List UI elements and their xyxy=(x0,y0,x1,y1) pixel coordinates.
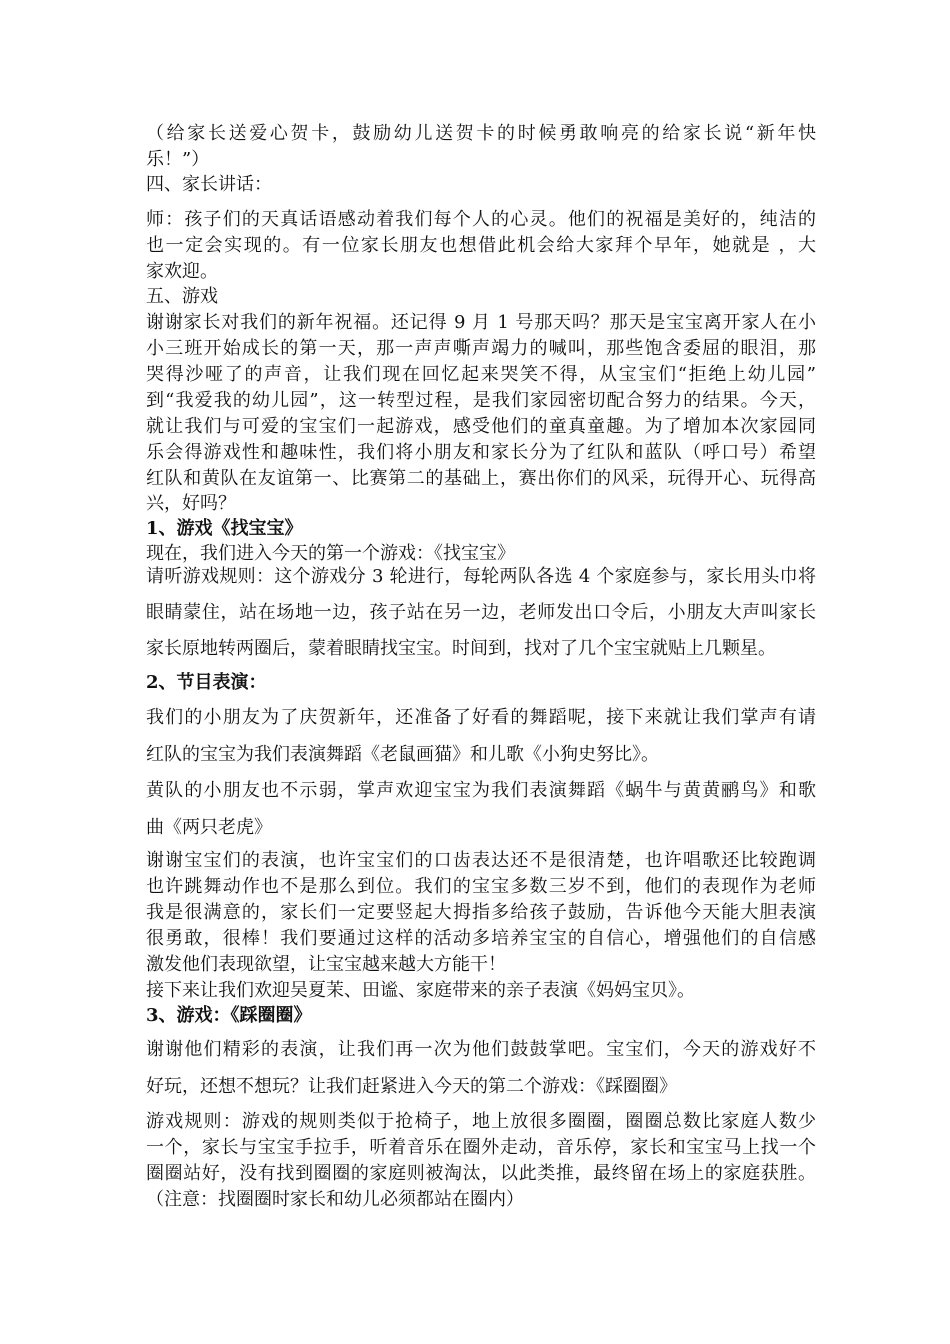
subsection-heading: 3、游戏：《踩圈圈》 xyxy=(146,1005,312,1026)
paragraph-line: 激发他们表现欲望，让宝宝越来越大方能干！ xyxy=(146,954,506,975)
paragraph-line: 家欢迎。 xyxy=(146,261,218,282)
paragraph-line: 就让我们与可爱的宝宝们一起游戏，感受他们的童真童趣。为了增加本次家园同 xyxy=(146,416,816,437)
paragraph-line: 很勇敢，很棒！我们要通过这样的活动多培养宝宝的自信心，增强他们的自信感 xyxy=(146,928,816,949)
paragraph-line: （注意：找圈圈时家长和幼儿必须都站在圈内） xyxy=(146,1189,524,1210)
paragraph-line: 谢谢他们精彩的表演，让我们再一次为他们鼓鼓掌吧。宝宝们，今天的游戏好不 xyxy=(146,1039,816,1060)
subsection-heading: 2、节目表演： xyxy=(146,672,267,693)
paragraph-line: 我们的小朋友为了庆贺新年，还准备了好看的舞蹈呢，接下来就让我们掌声有请 xyxy=(146,707,816,728)
section-heading: 四、家长讲话： xyxy=(146,174,272,195)
paragraph-line: 请听游戏规则：这个游戏分 3 轮进行，每轮两队各选 4 个家庭参与，家长用头巾将 xyxy=(146,566,816,587)
paragraph-line: 家长原地转两圈后，蒙着眼睛找宝宝。时间到，找对了几个宝宝就贴上几颗星。 xyxy=(146,638,776,659)
section-heading: 五、游戏 xyxy=(146,286,218,307)
subsection-heading: 1、游戏《找宝宝》 xyxy=(146,518,303,539)
paragraph-line: 哭得沙哑了的声音，让我们现在回忆起来哭笑不得，从宝宝们“拒绝上幼儿园” xyxy=(146,364,816,385)
paragraph-line: （给家长送爱心贺卡，鼓励幼儿送贺卡的时候勇敢响亮的给家长说“新年快 xyxy=(146,123,816,144)
paragraph-line: 游戏规则：游戏的规则类似于抢椅子，地上放很多圈圈，圈圈总数比家庭人数少 xyxy=(146,1111,816,1132)
paragraph-line: 红队和黄队在友谊第一、比赛第二的基础上，赛出你们的风采，玩得开心、玩得高 xyxy=(146,468,816,489)
paragraph-line: 小三班开始成长的第一天，那一声声嘶声竭力的喊叫，那些饱含委屈的眼泪，那 xyxy=(146,338,816,359)
paragraph-line: 到“我爱我的幼儿园”，这一转型过程，是我们家园密切配合努力的结果。今天， xyxy=(146,390,816,411)
paragraph-line: 好玩，还想不想玩？让我们赶紧进入今天的第二个游戏：《踩圈圈》 xyxy=(146,1076,677,1097)
paragraph-line: 谢谢家长对我们的新年祝福。还记得 9 月 1 号那天吗？那天是宝宝离开家人在小 xyxy=(146,312,816,333)
paragraph-line: 我是很满意的，家长们一定要竖起大拇指多给孩子鼓励，告诉他今天能大胆表演 xyxy=(146,902,816,923)
paragraph-line: 曲《两只老虎》 xyxy=(146,817,272,838)
paragraph-line: 乐会得游戏性和趣味性，我们将小朋友和家长分为了红队和蓝队（呼口号）希望 xyxy=(146,442,816,463)
paragraph-line: 接下来让我们欢迎吴夏茉、田谧、家庭带来的亲子表演《妈妈宝贝》。 xyxy=(146,980,695,1001)
paragraph-line: 黄队的小朋友也不示弱，掌声欢迎宝宝为我们表演舞蹈《蜗牛与黄黄鹂鸟》和歌 xyxy=(146,780,816,801)
paragraph-line: 现在，我们进入今天的第一个游戏：《找宝宝》 xyxy=(146,543,515,564)
paragraph-line: 红队的宝宝为我们表演舞蹈《老鼠画猫》和儿歌《小狗史努比》。 xyxy=(146,744,659,765)
paragraph-line: 师：孩子们的天真话语感动着我们每个人的心灵。他们的祝福是美好的，纯洁的 xyxy=(146,209,816,230)
paragraph-line: 一个，家长与宝宝手拉手，听着音乐在圈外走动，音乐停，家长和宝宝马上找一个 xyxy=(146,1137,816,1158)
paragraph-line: 也许跳舞动作也不是那么到位。我们的宝宝多数三岁不到，他们的表现作为老师 xyxy=(146,876,816,897)
paragraph-line: 圈圈站好，没有找到圈圈的家庭则被淘汰，以此类推，最终留在场上的家庭获胜。 xyxy=(146,1163,816,1184)
paragraph-line: 乐！”） xyxy=(146,149,210,170)
paragraph-line: 谢谢宝宝们的表演，也许宝宝们的口齿表达还不是很清楚，也许唱歌还比较跑调 xyxy=(146,850,816,871)
paragraph-line: 兴，好吗？ xyxy=(146,493,236,514)
paragraph-line: 也一定会实现的。有一位家长朋友也想借此机会给大家拜个早年，她就是 ，大 xyxy=(146,235,816,256)
paragraph-line: 眼睛蒙住，站在场地一边，孩子站在另一边，老师发出口令后，小朋友大声叫家长 xyxy=(146,602,816,623)
